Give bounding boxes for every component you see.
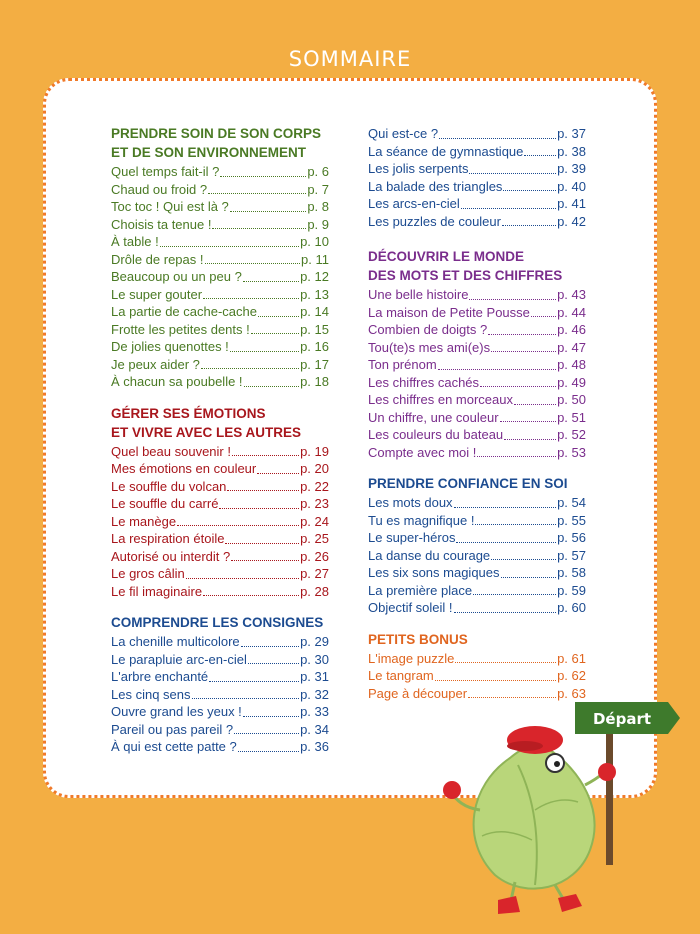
entry-label: La première place (368, 582, 473, 598)
page-title: SOMMAIRE (288, 47, 412, 71)
entry-label: Page à découper (368, 685, 468, 701)
entry-page: p. 34 (300, 721, 329, 737)
toc-entry[interactable] (111, 233, 329, 251)
toc-entry[interactable] (368, 286, 586, 304)
dot-leader (438, 369, 556, 370)
mascot-illustration (440, 690, 680, 920)
entry-label: Un chiffre, une couleur (368, 409, 499, 425)
toc-entry[interactable] (368, 512, 586, 530)
toc-entry[interactable] (368, 409, 586, 427)
toc-entry[interactable] (368, 195, 586, 213)
dot-leader (208, 193, 306, 194)
dot-leader (501, 577, 557, 578)
dot-leader (454, 612, 557, 613)
depart-sign-text: Départ (592, 710, 652, 728)
entry-page: p. 9 (307, 216, 329, 232)
dot-leader (243, 716, 299, 717)
section-title: COMPRENDRE LES CONSIGNES (111, 615, 324, 630)
entry-page: p. 27 (300, 566, 329, 581)
entry-label: Beaucoup ou un peu ? (111, 269, 242, 284)
entry-label: À table ! (111, 234, 159, 249)
entry-page: p. 39 (557, 161, 586, 176)
entry-label: Quel temps fait-il ? (111, 164, 220, 179)
dot-leader (504, 439, 556, 440)
dot-leader (212, 228, 306, 229)
dot-leader (477, 456, 556, 457)
toc-entry[interactable] (111, 373, 329, 391)
entry-label: Tou(te)s mes ami(e)s (368, 339, 491, 355)
dot-leader (186, 578, 299, 579)
dot-leader (220, 176, 306, 177)
entry-page: p. 18 (300, 374, 329, 389)
toc-entry[interactable] (111, 268, 329, 286)
entry-label: Le tangram (368, 668, 434, 683)
entry-label: La balade des triangles (368, 178, 503, 194)
toc-entry[interactable] (368, 599, 586, 617)
entry-page: p. 58 (557, 565, 586, 580)
entry-page: p. 25 (300, 531, 329, 546)
entry-page: p. 15 (300, 321, 329, 337)
toc-section (111, 125, 329, 391)
entry-label: Autorisé ou interdit ? (111, 548, 231, 564)
dot-leader (455, 662, 556, 663)
entry-label: Mes émotions en couleur (111, 461, 257, 476)
dot-leader (243, 281, 299, 282)
toc-entry[interactable] (111, 286, 329, 304)
entry-label: Le gros câlin (111, 566, 185, 581)
entry-page: p. 20 (300, 461, 329, 476)
entry-page: p. 12 (300, 269, 329, 284)
toc-entry[interactable] (111, 163, 329, 181)
toc-entry[interactable] (368, 391, 586, 409)
section-title: PRENDRE SOIN DE SON CORPS (111, 126, 322, 141)
entry-page: p. 26 (300, 548, 329, 564)
toc-entry[interactable] (111, 460, 329, 478)
dot-leader (469, 173, 556, 174)
entry-page: p. 53 (557, 444, 586, 460)
toc-entry[interactable] (111, 251, 329, 269)
entry-label: Le parapluie arc-en-ciel (111, 651, 247, 667)
entry-page: p. 40 (557, 178, 586, 194)
toc-entry[interactable] (111, 530, 329, 548)
toc-entry[interactable] (111, 651, 329, 669)
dot-leader (514, 404, 556, 405)
entry-label: Les arcs-en-ciel (368, 196, 460, 211)
entry-label: À chacun sa poubelle ! (111, 374, 243, 389)
entry-page: p. 38 (557, 143, 586, 159)
entry-label: La maison de Petite Pousse (368, 304, 530, 320)
dot-leader (531, 316, 556, 317)
entry-label: Ton prénom (368, 357, 437, 372)
toc-entry[interactable] (111, 478, 329, 496)
toc-entry[interactable] (368, 178, 586, 196)
entry-page: p. 10 (300, 234, 329, 249)
dot-leader (203, 595, 299, 596)
toc-entry[interactable] (368, 444, 586, 462)
entry-page: p. 43 (557, 287, 586, 302)
entry-label: Quel beau souvenir ! (111, 443, 231, 459)
entry-label: Qui est-ce ? (368, 126, 439, 141)
dot-leader (219, 508, 299, 509)
entry-label: Chaud ou froid ? (111, 181, 208, 197)
toc-entry[interactable] (368, 339, 586, 357)
dot-leader (435, 680, 556, 681)
entry-label: Les puzzles de couleur (368, 213, 501, 229)
toc-entry[interactable] (111, 181, 329, 199)
dot-leader (230, 351, 299, 352)
dot-leader (209, 681, 299, 682)
dot-leader (491, 351, 556, 352)
entry-label: Une belle histoire (368, 287, 469, 302)
section-title: DES MOTS ET DES CHIFFRES (368, 268, 563, 283)
entry-page: p. 28 (300, 583, 329, 599)
dot-leader (503, 190, 556, 191)
entry-page: p. 57 (557, 547, 586, 563)
entry-label: De jolies quenottes ! (111, 339, 229, 354)
entry-label: Toc toc ! Qui est là ? (111, 199, 229, 214)
entry-page: p. 31 (300, 669, 329, 684)
entry-label: Les couleurs du bateau (368, 427, 504, 442)
toc-entry[interactable] (111, 443, 329, 461)
entry-label: La séance de gymnastique (368, 143, 524, 159)
dot-leader (258, 316, 299, 317)
dot-leader (461, 208, 556, 209)
dot-leader (257, 473, 299, 474)
entry-page: p. 29 (300, 634, 329, 649)
dot-leader (248, 663, 299, 664)
entry-page: p. 52 (557, 427, 586, 442)
toc-entry[interactable] (368, 304, 586, 322)
section-title: ET VIVRE AVEC LES AUTRES (111, 424, 302, 440)
dot-leader (238, 751, 299, 752)
entry-page: p. 42 (557, 213, 586, 229)
dot-leader (241, 646, 299, 647)
toc-entry[interactable] (111, 303, 329, 321)
entry-page: p. 23 (300, 496, 329, 511)
toc-entry[interactable] (111, 216, 329, 234)
entry-page: p. 6 (307, 164, 329, 179)
toc-entry[interactable] (368, 650, 586, 668)
entry-page: p. 33 (300, 704, 329, 719)
entry-page: p. 19 (300, 443, 329, 459)
entry-page: p. 22 (300, 478, 329, 494)
toc-entry[interactable] (368, 582, 586, 600)
dot-leader (456, 542, 556, 543)
toc-entry[interactable] (111, 548, 329, 566)
entry-label: Les mots doux (368, 495, 453, 510)
entry-page: p. 17 (300, 356, 329, 372)
right-column (368, 125, 586, 716)
entry-page: p. 44 (557, 304, 586, 320)
entry-label: Je peux aider ? (111, 356, 200, 372)
entry-page: p. 55 (557, 512, 586, 528)
entry-page: p. 30 (300, 651, 329, 667)
toc-entry[interactable] (111, 668, 329, 686)
entry-page: p. 46 (557, 322, 586, 337)
entry-label: La partie de cache-cache (111, 304, 257, 319)
entry-page: p. 48 (557, 357, 586, 372)
dot-leader (500, 421, 557, 422)
toc-entry[interactable] (368, 374, 586, 392)
entry-label: Tu es magnifique ! (368, 512, 475, 528)
entry-page: p. 62 (557, 668, 586, 683)
dot-leader (244, 386, 300, 387)
entry-page: p. 60 (557, 600, 586, 615)
entry-label: Le souffle du volcan (111, 478, 227, 494)
entry-page: p. 7 (307, 181, 329, 197)
toc-entry[interactable] (111, 633, 329, 651)
dot-leader (491, 559, 556, 560)
entry-page: p. 37 (557, 126, 586, 141)
dot-leader (177, 525, 299, 526)
dot-leader (232, 455, 299, 456)
dot-leader (234, 733, 299, 734)
toc-entry[interactable] (368, 494, 586, 512)
toc-entry[interactable] (111, 738, 329, 756)
entry-page: p. 51 (557, 409, 586, 425)
dot-leader (203, 298, 299, 299)
entry-label: La respiration étoile (111, 531, 225, 546)
entry-page: p. 24 (300, 513, 329, 529)
entry-page: p. 13 (300, 286, 329, 302)
entry-page: p. 36 (300, 739, 329, 754)
entry-label: L'image puzzle (368, 650, 455, 666)
entry-page: p. 61 (557, 650, 586, 666)
dot-leader (473, 594, 556, 595)
dot-leader (475, 524, 556, 525)
entry-label: Le souffle du carré (111, 496, 219, 511)
toc-section (111, 614, 329, 756)
dot-leader (225, 543, 299, 544)
toc-entry[interactable] (111, 703, 329, 721)
entry-label: Combien de doigts ? (368, 322, 488, 337)
toc-entry[interactable] (111, 583, 329, 601)
section-title: PRENDRE CONFIANCE EN SOI (368, 476, 568, 491)
entry-page: p. 63 (557, 685, 586, 701)
dot-leader (192, 698, 300, 699)
dot-leader (201, 368, 299, 369)
toc-section (368, 248, 586, 461)
entry-label: Ouvre grand les yeux ! (111, 704, 242, 719)
left-column (111, 125, 329, 770)
toc-entry[interactable] (368, 564, 586, 582)
entry-label: La chenille multicolore (111, 634, 240, 649)
entry-label: Les six sons magiques (368, 565, 500, 580)
toc-section (368, 125, 586, 230)
entry-page: p. 47 (557, 339, 586, 355)
entry-page: p. 54 (557, 495, 586, 510)
section-title: PETITS BONUS (368, 631, 468, 647)
toc-entry[interactable] (368, 426, 586, 444)
entry-label: Choisis ta tenue ! (111, 216, 212, 232)
entry-page: p. 11 (301, 251, 329, 267)
toc-entry[interactable] (368, 547, 586, 565)
dot-leader (454, 507, 557, 508)
entry-label: Le super-héros (368, 530, 456, 545)
dot-leader (469, 299, 556, 300)
dot-leader (231, 560, 299, 561)
section-title: ET DE SON ENVIRONNEMENT (111, 145, 307, 160)
entry-label: La danse du courage (368, 547, 491, 563)
toc-entry[interactable] (368, 321, 586, 339)
dot-leader (524, 155, 556, 156)
toc-entry[interactable] (111, 721, 329, 739)
entry-label: L'arbre enchanté (111, 669, 209, 684)
dot-leader (205, 263, 301, 264)
toc-entry[interactable] (111, 198, 329, 216)
toc-entry[interactable] (111, 686, 329, 704)
toc-section (111, 405, 329, 601)
toc-entry[interactable] (111, 338, 329, 356)
dot-leader (480, 386, 556, 387)
toc-entry[interactable] (368, 529, 586, 547)
entry-label: Objectif soleil ! (368, 600, 453, 615)
section-title: GÉRER SES ÉMOTIONS (111, 405, 266, 421)
toc-entry[interactable] (368, 143, 586, 161)
entry-page: p. 41 (557, 196, 586, 211)
toc-entry[interactable] (111, 513, 329, 531)
toc-entry[interactable] (368, 667, 586, 685)
entry-label: À qui est cette patte ? (111, 739, 237, 754)
section-title: DÉCOUVRIR LE MONDE (368, 249, 525, 264)
toc-entry[interactable] (111, 321, 329, 339)
entry-label: Drôle de repas ! (111, 251, 204, 267)
toc-entry[interactable] (368, 160, 586, 178)
entry-label: Frotte les petites dents ! (111, 321, 250, 337)
entry-label: Les chiffres cachés (368, 374, 480, 390)
entry-label: Les cinq sens (111, 686, 191, 702)
toc-entry[interactable] (368, 213, 586, 231)
toc-entry[interactable] (368, 125, 586, 143)
entry-label: Les jolis serpents (368, 161, 469, 176)
entry-label: Le super gouter (111, 286, 203, 302)
dot-leader (502, 225, 556, 226)
entry-page: p. 8 (307, 199, 329, 214)
dot-leader (488, 334, 556, 335)
entry-page: p. 59 (557, 582, 586, 598)
toc-section (368, 475, 586, 617)
entry-label: Pareil ou pas pareil ? (111, 721, 234, 737)
dot-leader (251, 333, 299, 334)
dot-leader (227, 490, 299, 491)
entry-label: Les chiffres en morceaux (368, 392, 513, 407)
entry-page: p. 49 (557, 374, 586, 390)
dot-leader (230, 211, 307, 212)
entry-page: p. 50 (557, 392, 586, 407)
dot-leader (160, 246, 299, 247)
entry-label: Le manège (111, 513, 177, 529)
entry-page: p. 14 (300, 304, 329, 319)
entry-label: Compte avec moi ! (368, 444, 477, 460)
entry-page: p. 16 (300, 339, 329, 354)
entry-label: Le fil imaginaire (111, 583, 203, 599)
dot-leader (439, 138, 556, 139)
toc-entry[interactable] (368, 356, 586, 374)
entry-page: p. 56 (557, 530, 586, 545)
toc-entry[interactable] (111, 565, 329, 583)
toc-entry[interactable] (111, 356, 329, 374)
toc-entry[interactable] (111, 495, 329, 513)
entry-page: p. 32 (300, 686, 329, 702)
